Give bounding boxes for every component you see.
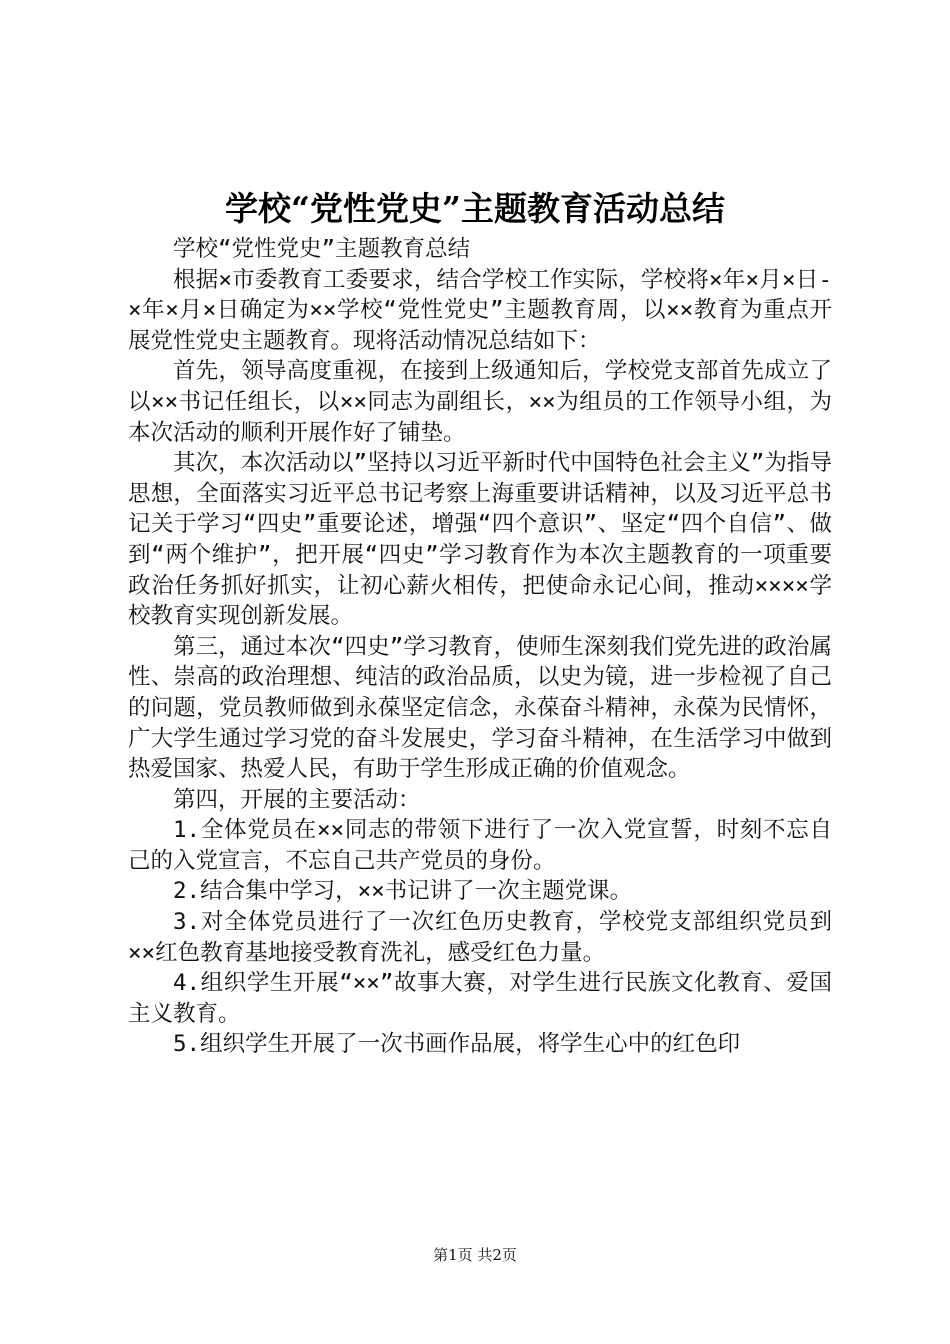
page-footer: 第1页 共2页 <box>433 1246 517 1264</box>
paragraph-second: 其次，本次活动以”坚持以习近平新时代中国特色社会主义”为指导思想，全面落实习近平总书记考察上海重要讲话精神，以及习近平总书记关于学习“四史”重要论述，增强“四个意识”、坚定“四个自信”、做到“两个维护”，把开展“四史”学习教育作为本次主题教育的一项重要政治任务抓好抓实，让初心薪火相传，把使命永记心间，推动××××学校教育实现创新发展。 <box>128 450 832 630</box>
paragraph-first: 首先，领导高度重视，在接到上级通知后，学校党支部首先成立了以××书记任组长，以××同志为副组长，××为组员的工作领导小组，为本次活动的顺利开展作好了铺垫。 <box>128 358 832 446</box>
paragraph-fourth-heading: 第四，开展的主要活动： <box>173 786 421 813</box>
list-item-1: 1.全体党员在××同志的带领下进行了一次入党宣誓，时刻不忘自己的入党宣言，不忘自己共产党员的身份。 <box>128 817 832 874</box>
list-item-3: 3.对全体党员进行了一次红色历史教育，学校党支部组织党员到××红色教育基地接受教育洗礼，感受红色力量。 <box>128 909 832 966</box>
list-item-2: 2.结合集中学习，××书记讲了一次主题党课。 <box>173 878 633 905</box>
document-title: 学校“党性党史”主题教育活动总结 <box>225 189 725 228</box>
list-item-5: 5.组织学生开展了一次书画作品展，将学生心中的红色印 <box>173 1031 741 1058</box>
paragraph-intro: 根据×市委教育工委要求，结合学校工作实际，学校将×年×月×日-×年×月×日确定为××学校“党性党史”主题教育周，以××教育为重点开展党性党史主题教育。现将活动情况总结如下： <box>128 266 832 354</box>
document-body <box>128 234 832 1060</box>
list-item-4: 4.组织学生开展“××”故事大赛，对学生进行民族文化教育、爱国主义教育。 <box>128 970 832 1027</box>
paragraph-third: 第三，通过本次“四史”学习教育，使师生深刻我们党先进的政治属性、崇高的政治理想、纯洁的政治品质，以史为镜，进一步检视了自己的问题，党员教师做到永葆坚定信念，永葆奋斗精神，永葆为民情怀，广大学生通过学习党的奋斗发展史，学习奋斗精神，在生活学习中做到热爱国家、热爱人民，有助于学生形成正确的价值观念。 <box>128 633 832 783</box>
paragraph-subtitle: 学校“党性党史”主题教育总结 <box>173 236 471 262</box>
